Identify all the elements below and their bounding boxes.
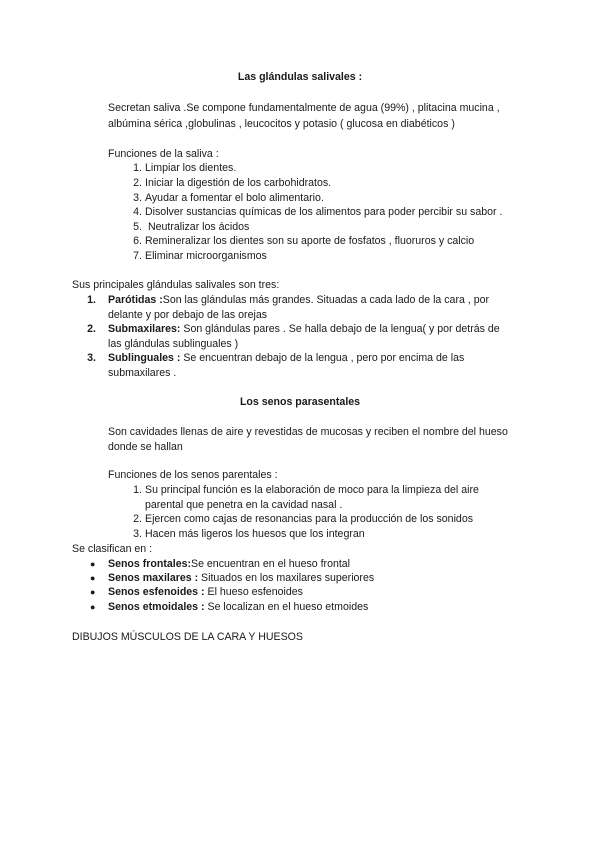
list-text: Iniciar la digestión de los carbohidratos.: [145, 177, 332, 189]
gland-name: Sublinguales :: [108, 352, 181, 364]
list-item: [108, 191, 558, 206]
seno-description: Se localizan en el hueso etmoides: [204, 601, 369, 613]
list-item: [72, 600, 552, 615]
seno-name: Senos etmoidales :: [108, 601, 205, 613]
list-item: [108, 527, 558, 542]
list-number: 1.: [133, 162, 142, 174]
bullet-icon: ●: [90, 602, 96, 612]
bullet-icon: ●: [90, 559, 96, 569]
intro-line-2: albúmina sérica ,globulinas , leucocitos y potasio ( glucosa en diabéticos ): [108, 118, 455, 130]
list-item: [72, 557, 552, 572]
list-number: 3.: [87, 352, 96, 364]
seno-description: El hueso esfenoides: [204, 586, 303, 598]
glands-heading: Sus principales glándulas salivales son tres:: [72, 279, 280, 291]
senos-functions-heading: Funciones de los senos parentales :: [108, 469, 278, 481]
list-text: Su principal función es la elaboración de moco para la limpieza del aire: [145, 484, 479, 496]
list-item: [108, 205, 558, 220]
list-text: Eliminar microorganismos: [145, 250, 267, 262]
gland-name: Submaxilares:: [108, 323, 181, 335]
list-number: 1.: [87, 294, 96, 306]
list-text: Remineralizar los dientes son su aporte de fosfatos , fluoruros y calcio: [145, 235, 475, 247]
list-number: 2.: [133, 177, 142, 189]
list-number: 7.: [133, 250, 142, 262]
list-item: [108, 176, 558, 191]
list-item: [72, 293, 552, 323]
list-item: [72, 322, 552, 352]
gland-description-cont: submaxilares .: [108, 367, 177, 379]
list-item: [72, 351, 552, 381]
bullet-icon: ●: [90, 573, 96, 583]
list-number: 4.: [133, 206, 142, 218]
list-item: [108, 249, 558, 264]
seno-name: Senos esfenoides :: [108, 586, 205, 598]
title-glandulas: Las glándulas salivales :: [237, 71, 363, 83]
intro-line-1: Secretan saliva .Se compone fundamentalmente de agua (99%) , plitacina mucina ,: [108, 102, 500, 114]
seno-description: Se encuentran en el hueso frontal: [191, 558, 351, 570]
gland-name: Parótidas :: [108, 294, 163, 306]
seno-description: Situados en los maxilares superiores: [198, 572, 375, 584]
list-number: 2.: [87, 323, 96, 335]
bullet-icon: ●: [90, 587, 96, 597]
list-number: 1.: [133, 484, 142, 496]
list-text: Hacen más ligeros los huesos que los integran: [145, 528, 365, 540]
list-item: [108, 220, 558, 235]
title-senos: Los senos parasentales: [239, 396, 361, 408]
footer-drawings: DIBUJOS MÚSCULOS DE LA CARA Y HUESOS: [72, 631, 303, 643]
gland-description: Se encuentran debajo de la lengua , pero por encima de las: [180, 352, 465, 364]
functions-heading: Funciones de la saliva :: [108, 148, 219, 160]
list-item: [108, 234, 558, 249]
gland-description-cont: las glándulas sublinguales ): [108, 338, 239, 350]
list-text: Ejercen como cajas de resonancias para la producción de los sonidos: [145, 513, 474, 525]
list-item: [72, 571, 552, 586]
senos-intro-line-2: donde se hallan: [108, 441, 183, 453]
list-number: 2.: [133, 513, 142, 525]
list-text: Ayudar a fomentar el bolo alimentario.: [145, 192, 324, 204]
list-number: 5.: [133, 221, 142, 233]
senos-intro-line-1: Son cavidades llenas de aire y revestidas de mucosas y reciben el nombre del hueso: [108, 426, 508, 438]
list-number: 3.: [133, 192, 142, 204]
list-text: Disolver sustancias químicas de los alimentos para poder percibir su sabor .: [145, 206, 503, 218]
gland-description-cont: delante y por debajo de las orejas: [108, 309, 268, 321]
gland-description: Son glándulas pares . Se halla debajo de la lengua( y por detrás de: [180, 323, 500, 335]
list-text: Limpiar los dientes.: [145, 162, 237, 174]
list-item: [108, 161, 558, 176]
list-item: [108, 512, 558, 527]
list-number: 6.: [133, 235, 142, 247]
list-text-cont: parental que penetra en la cavidad nasal .: [145, 499, 343, 511]
classify-heading: Se clasifican en :: [72, 543, 153, 555]
seno-name: Senos frontales:: [108, 558, 192, 570]
list-number: 3.: [133, 528, 142, 540]
list-item: [108, 483, 558, 513]
gland-description: Son las glándulas más grandes. Situadas a cada lado de la cara , por: [162, 294, 490, 306]
list-item: [72, 585, 552, 600]
seno-name: Senos maxilares :: [108, 572, 199, 584]
list-text: Neutralizar los ácidos: [148, 221, 250, 233]
